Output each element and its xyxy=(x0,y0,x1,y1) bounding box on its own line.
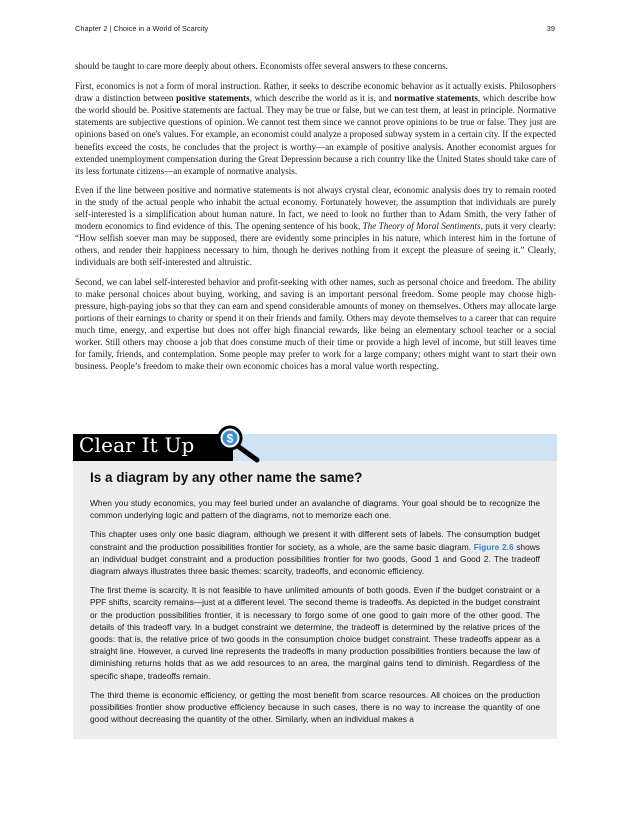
svg-text:$: $ xyxy=(226,431,234,446)
feature-paragraph: This chapter uses only one basic diagram, although we present it with different sets of labels. The consumption budget constraint and the production possibilities frontier for society, as a whole, are the same basic diagram. Figure 2.6 shows an individual budget constraint and a production possibilities frontier for two goods, Good 1 and Good 2. The tradeoff diagram always illustrates three basic themes: scarcity, tradeoffs, and economic efficiency. xyxy=(90,529,540,577)
book-title: The Theory of Moral Sentiments xyxy=(362,221,481,232)
clear-it-up-box xyxy=(73,461,557,739)
feature-paragraph: The first theme is scarcity. It is not feasible to have unlimited amounts of both goods. Even if the budget constraint or a PPF shifts, scarcity remains—just at a different level. The second theme is tradeoffs. As depicted in the budget constraint or the production possibilities frontier, it is necessary to forgo some of one good to gain more of the other good. The details of this tradeoff vary. In a budget constraint we determine, the tradeoff is determined by the relative prices of the goods: that is, the relative price of two goods in the consumption choice budget constraint. These tradeoffs appear as a straight line. However, a curved line represents the tradeoffs in many production possibilities frontiers because the law of diminishing returns holds that as we add resources to an area, the marginal gains tend to diminish. Regardless of the specific shape, tradeoffs remain. xyxy=(90,585,540,681)
paragraph: Second, we can label self-interested behavior and profit-seeking with other names, such as personal choice and freedom. The ability to make personal choices about buying, working, and saving is an important personal freedom. Some people may choose high-pressure, high-paying jobs so that they can earn and spend considerable amounts of money on themselves. Others may allocate large portions of their earnings to charity or spend it on their friends and family. Others may devote themselves to a career that can require much time, energy, and expertise but does not offer high financial rewards, like being an elementary school teacher or a social worker. Still others may choose a job that does consume much of their time or provide a high level of income, but still leaves time for family, friends, and contemplation. Some people may prefer to work for a large company; others might want to start their own business. People’s freedom to make their own economic choices has a moral value worth respecting. xyxy=(75,276,556,372)
paragraph: First, economics is not a form of moral instruction. Rather, it seeks to describe economic behavior as it actually exists. Philosophers draw a distinction between positive statements, which describe the world as it is, and normative statements, which describe how the world should be. Positive statements are factual. They may be true or false, but we can test them, at least in principle. Normative statements are subjective questions of opinion. We cannot test them since we cannot prove opinions to be true or false. They just are opinions based on one's values. For example, an economist could analyze a proposed subway system in a certain city. If the expected benefits exceed the costs, he concludes that the project is worthy—an example of positive analysis. Another economist argues for extended unemployment compensation during the Great Depression because a rich country like the United States should take care of its less fortunate citizens—an example of normative analysis. xyxy=(75,81,556,176)
clear-it-up-banner xyxy=(73,425,557,463)
clear-it-up-feature xyxy=(73,425,557,739)
feature-heading: Is a diagram by any other name the same? xyxy=(90,470,363,485)
magnifier-dollar-icon xyxy=(215,425,265,463)
banner-title: Clear It Up xyxy=(79,433,195,457)
term-positive-statements: positive statements xyxy=(176,93,250,104)
figure-link[interactable]: Figure 2.6 xyxy=(473,541,514,552)
feature-paragraph: When you study economics, you may feel buried under an avalanche of diagrams. Your goal should be to recognize the common underlying logic and pattern of the diagrams, not to memorize each one. xyxy=(90,498,540,521)
chapter-title: Chapter 2 | Choice in a World of Scarcity xyxy=(75,24,209,33)
term-normative-statements: normative statements xyxy=(394,93,478,104)
page-number: 39 xyxy=(546,24,555,33)
running-header xyxy=(75,24,555,33)
main-text xyxy=(75,60,556,379)
paragraph: Even if the line between positive and normative statements is not always crystal clear, economic analysis does try to remain rooted in the study of the actual people who inhabit the actual economy. Fortunately however, the assumption that individuals are purely self-interested is a simplification about human nature. In fact, we need to look no further than to Adam Smith, the very father of modern economics to find evidence of this. The opening sentence of his book, The Theory of Moral Sentiments, puts it very clearly: “How selfish soever man may be supposed, there are evidently some principles in his nature, which interest him in the fortune of others, and render their happiness necessary to him, though he derives nothing from it except the pleasure of seeing it.” Clearly, individuals are both self-interested and altruistic. xyxy=(75,184,556,268)
paragraph: should be taught to care more deeply about others. Economists offer several answers to these concerns. xyxy=(75,61,448,71)
feature-paragraph: The third theme is economic efficiency, or getting the most benefit from scarce resources. All choices on the production possibilities frontier show productive efficiency because in such cases, there is no way to increase the quantity of one good without decreasing the quantity of the other. Similarly, when an individual makes a xyxy=(90,689,540,725)
